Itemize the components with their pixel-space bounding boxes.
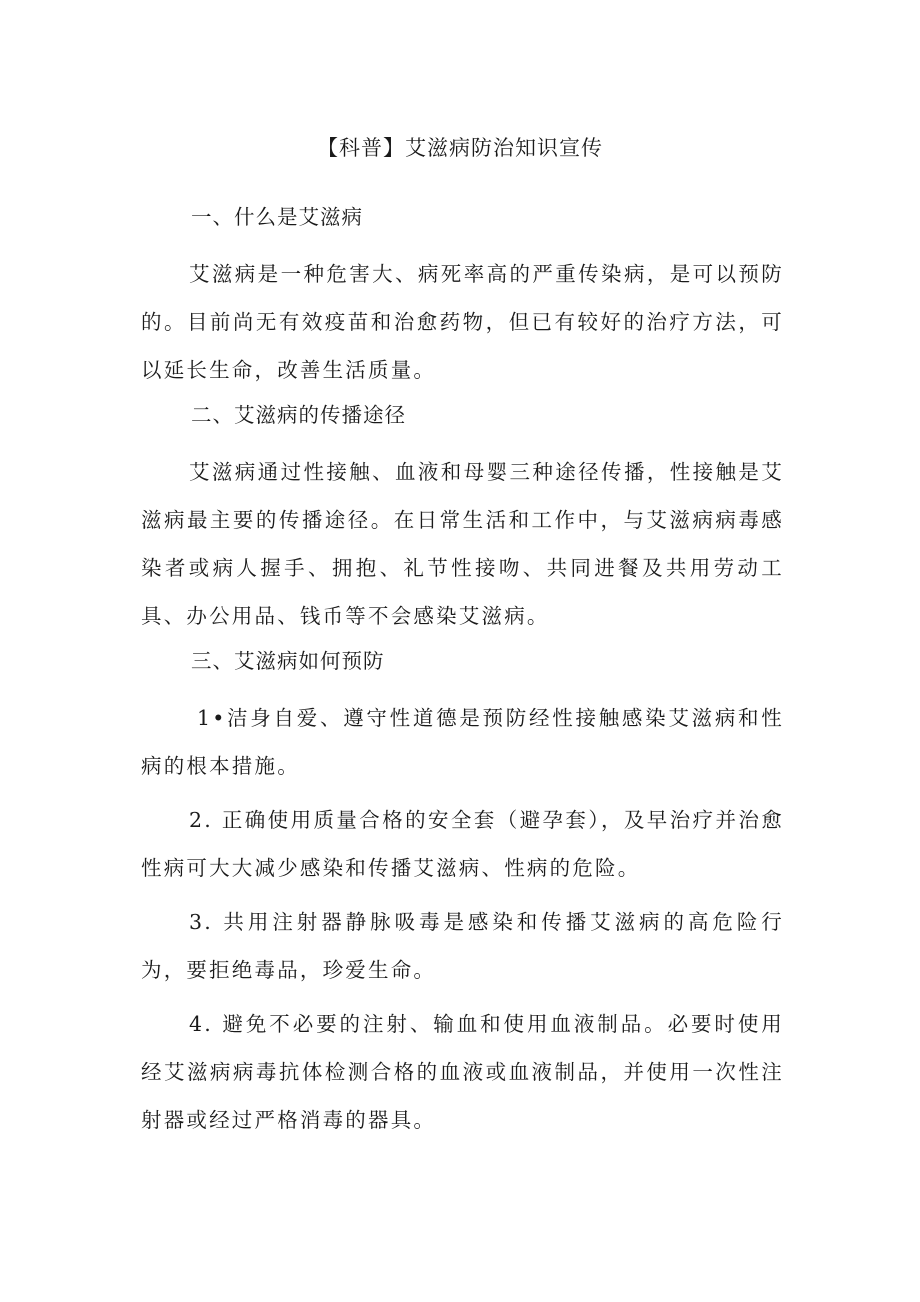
prevention-item-1: 1•洁身自爱、遵守性道德是预防经性接触感染艾滋病和性病的根本措施。 (141, 706, 784, 778)
section-heading-transmission: 二、艾滋病的传播途径 (191, 403, 406, 427)
document-title: 【科普】艾滋病防治知识宣传 (317, 136, 603, 160)
prevention-item-2: 2. 正确使用质量合格的安全套（避孕套），及早治疗并治愈性病可大大减少感染和传播艾滋病、性病的危险。 (141, 808, 784, 880)
section-heading-what-is-aids: 一、什么是艾滋病 (191, 205, 363, 229)
section-heading-prevention: 三、艾滋病如何预防 (191, 649, 385, 673)
section-paragraph: 艾滋病是一种危害大、病死率高的严重传染病，是可以预防的。目前尚无有效疫苗和治愈药物，但已有较好的治疗方法，可以延长生命，改善生活质量。 (141, 262, 784, 382)
section-paragraph: 艾滋病通过性接触、血液和母婴三种途径传播，性接触是艾滋病最主要的传播途径。在日常生活和工作中，与艾滋病病毒感染者或病人握手、拥抱、礼节性接吻、共同进餐及共用劳动工具、办公用品、钱币等不会感染艾滋病。 (141, 460, 784, 628)
document-body (141, 202, 784, 1150)
prevention-item-4: 4. 避免不必要的注射、输血和使用血液制品。必要时使用经艾滋病病毒抗体检测合格的血液或血液制品，并使用一次性注射器或经过严格消毒的器具。 (141, 1012, 784, 1132)
prevention-item-3: 3. 共用注射器静脉吸毒是感染和传播艾滋病的高危险行为，要拒绝毒品，珍爱生命。 (141, 910, 784, 982)
